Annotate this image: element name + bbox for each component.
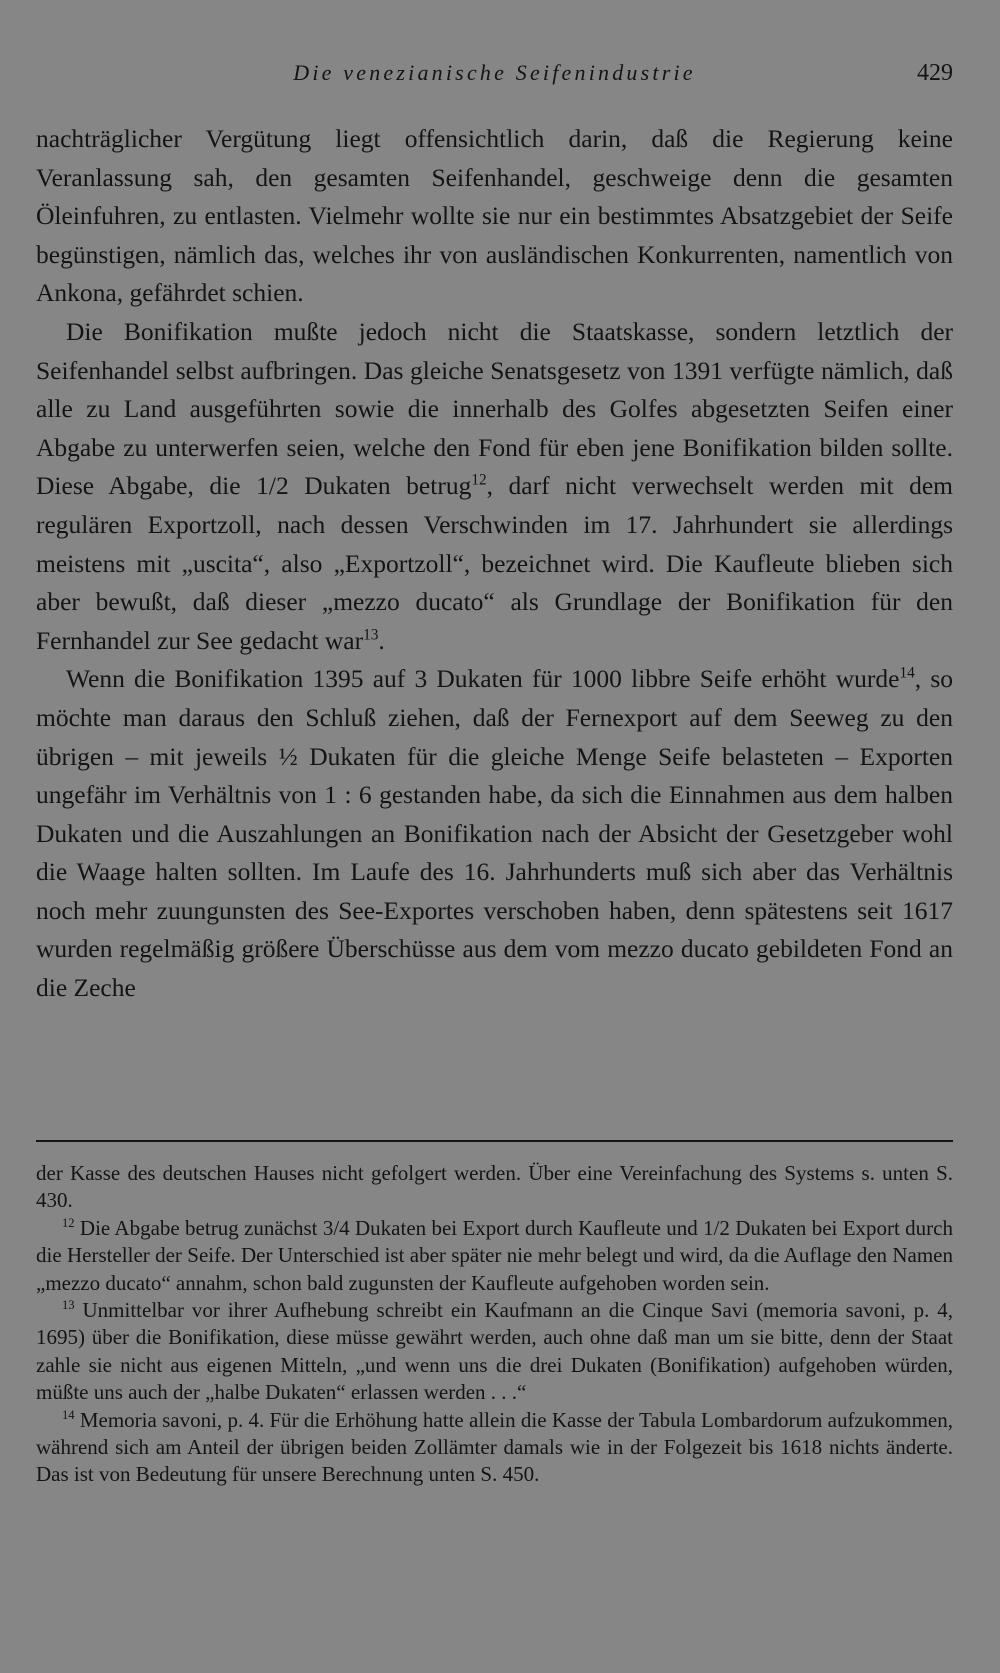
footnote-12-text-b: Dukaten bei Export durch Kaufleute und bbox=[349, 1215, 704, 1240]
paragraph-3-text-b: , so möchte man daraus den Schluß ziehen, daß der Fernexport auf dem Seeweg zu den übrigen – mit jeweils ½ Dukaten für die gleiche Menge Seife belasteten – Exporten ungefähr im Verhältnis von 1 : 6 gestanden habe, da sich die Einnahmen aus dem halben Dukaten und die Auszahlungen an Bonifikation nach der Absicht der Gesetzgeber wohl die Waage halten sollten. Im Laufe des 16. Jahrhunderts muß sich aber das Verhältnis noch mehr zuungunsten des See-Exportes verschoben haben, denn spätestens seit 1617 wurden regelmäßig größere Überschüsse aus dem vom mezzo ducato gebildeten Fond an die Zeche bbox=[36, 664, 953, 1003]
footnote-12-number: 12 bbox=[62, 1215, 75, 1230]
footnote-12-fraction-2: 1/2 bbox=[703, 1215, 730, 1240]
paragraph-2-text-a: Die Bonifikation mußte jedoch nicht die Staatskasse, sondern letztlich der Seifenhandel selbst aufbringen. Das gleiche Senatsgesetz von 1391 verfügte nämlich, daß alle zu Land ausgeführten sowie die innerhalb des Golfes abgesetzten Seifen einer Abgabe zu unterwerfen seien, welche den Fond für eben jene Bonifikation bilden sollte. Diese Abgabe, die bbox=[36, 316, 953, 501]
paragraph-1: nachträglicher Vergütung liegt offensichtlich darin, daß die Regierung keine Veranlassung sah, den gesamten Seifenhandel, geschweige denn die gesamten Öleinfuhren, zu entlasten. Vielmehr wollte sie nur ein bestimmtes Absatzgebiet der Seife begünstigen, nämlich das, welches ihr von ausländischen Konkurrenten, namentlich von Ankona, gefährdet schien. bbox=[36, 124, 953, 308]
footnote-14-text: Memoria savoni, p. 4. Für die Erhöhung hatte allein die Kasse der Tabula Lombardorum aufzukommen, während sich am Anteil der übrigen beiden Zollämter damals wie in der Folgezeit bis 1618 nichts änderte. Das ist von Bedeutung für unsere Berechnung unten S. 450. bbox=[36, 1407, 953, 1487]
paragraph-2-text-d: . bbox=[378, 625, 385, 655]
footnotes bbox=[36, 1160, 953, 1489]
footnote-13 bbox=[36, 1297, 953, 1407]
footnote-14-number: 14 bbox=[62, 1407, 75, 1422]
footnote-ref-13[interactable]: 13 bbox=[363, 626, 379, 644]
footnote-12-text-a: Die Abgabe betrug zunächst bbox=[74, 1215, 323, 1240]
running-head bbox=[36, 56, 953, 92]
paragraph-2 bbox=[36, 313, 953, 660]
running-title: Die venezianische Seifenindustrie bbox=[293, 60, 696, 85]
paragraph-3 bbox=[36, 660, 953, 1007]
body-text bbox=[36, 120, 953, 1008]
paragraph-3-text-a: Wenn die Bonifikation 1395 auf 3 Dukaten für 1000 libbre Seife erhöht wurde bbox=[66, 664, 900, 694]
footnote-14 bbox=[36, 1407, 953, 1489]
footnote-ref-12[interactable]: 12 bbox=[471, 471, 487, 489]
paragraph-2-text-c: , darf nicht verwechselt werden mit dem regulären Exportzoll, nach dessen Verschwinden im 17. Jahrhundert sie allerdings meistens mit „uscita“, also „Exportzoll“, bezeichnet wird. Die Kaufleute blieben sich aber bewußt, daß dieser „mezzo ducato“ als Grundlage der Bonifikation für den Fernhandel zur See gedacht war bbox=[36, 471, 954, 655]
paragraph-2-text-b: Dukaten betrug bbox=[288, 471, 472, 501]
fraction-half: 1/2 bbox=[256, 471, 289, 501]
footnote-ref-14[interactable]: 14 bbox=[899, 664, 915, 682]
page-number: 429 bbox=[917, 60, 953, 86]
footnote-continuation: der Kasse des deutschen Hauses nicht gefolgert werden. Über eine Vereinfachung des Systems s. unten S. 430. bbox=[36, 1161, 953, 1213]
footnote-12-fraction-1: 3/4 bbox=[322, 1215, 350, 1240]
footnote-13-number: 13 bbox=[62, 1298, 75, 1313]
book-page bbox=[36, 0, 953, 1673]
footnote-divider bbox=[36, 1140, 953, 1142]
footnote-12-text-c: Dukaten bei Export durch die Hersteller der Seife. Der Unterschied ist aber später nie mehr belegt und wird, da die Auflage den Namen „mezzo ducato“ annahm, schon bald zugunsten der Kaufleute aufgehoben worden sein. bbox=[36, 1215, 953, 1295]
footnote-13-text: Unmittelbar vor ihrer Aufhebung schreibt ein Kaufmann an die Cinque Savi (memoria savoni, p. 4, 1695) über die Bonifikation, diese müsse gewährt werden, auch ohne daß man um sie bitte, denn der Staat zahle sie nicht aus eigenen Mitteln, „und wenn uns die drei Dukaten (Bonifikation) aufgehoben würden, müßte uns auch der „halbe Dukaten“ erlassen werden . . .“ bbox=[36, 1298, 953, 1405]
footnote-12 bbox=[36, 1215, 953, 1297]
